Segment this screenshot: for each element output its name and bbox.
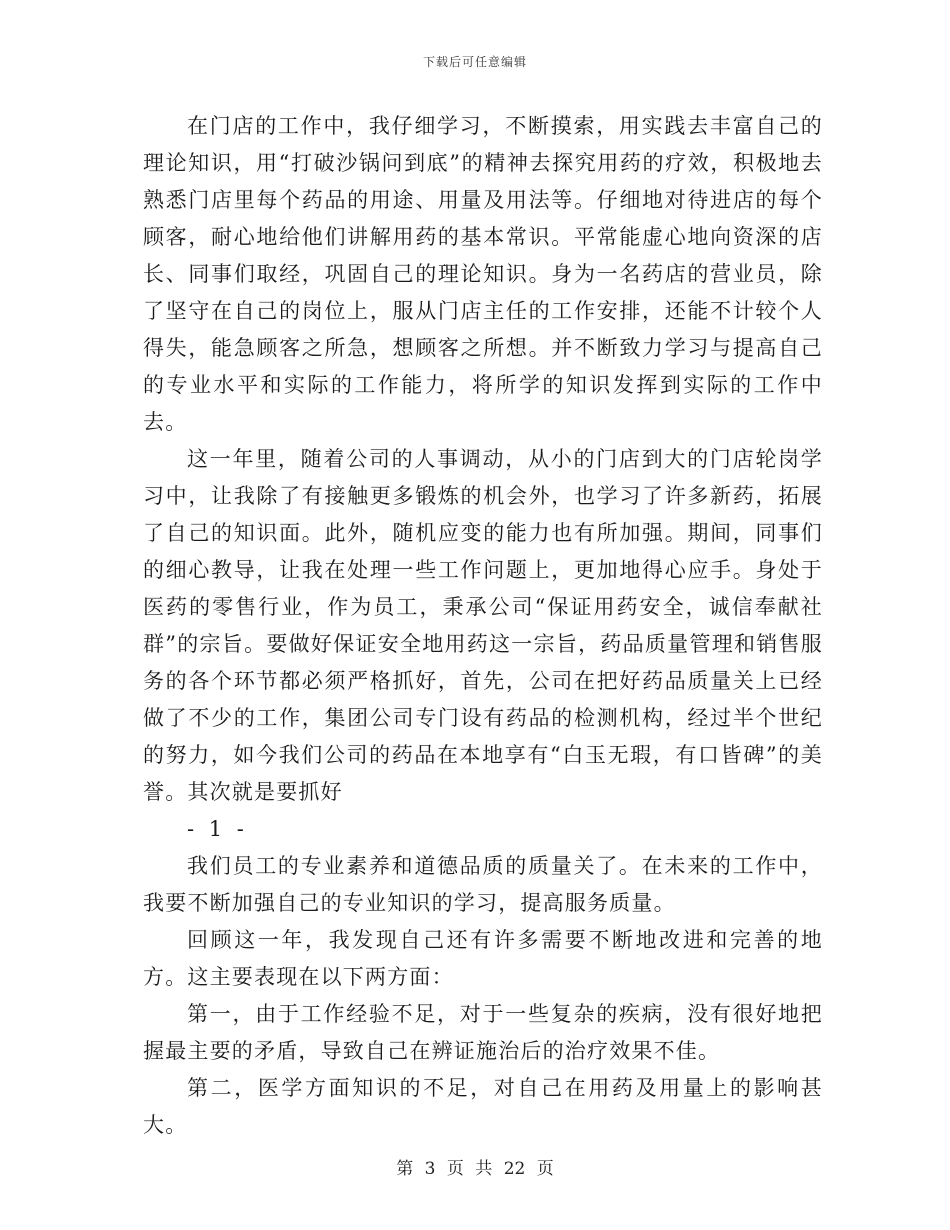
page-header: 下载后可任意编辑 xyxy=(422,55,527,69)
paragraph-point-one: 第一，由于工作经验不足，对于一些复杂的疾病，没有很好地把握最主要的矛盾，导致自己在辨证施治后的治疗效果不佳。 xyxy=(143,1002,823,1063)
page-footer: 第 3 页 共 22 页 xyxy=(396,1159,554,1179)
paragraph-point-two: 第二，医学方面知识的不足，对自己在用药及用量上的影响甚大。 xyxy=(143,1076,823,1137)
paragraph-store-work: 在门店的工作中，我仔细学习，不断摸索，用实践去丰富自己的理论知识，用“打破沙锅问到底”的精神去探究用药的疗效，积极地去熟悉门店里每个药品的用途、用量及用法等。仔细地对待进店的每个顾客，耐心地给他们讲解用药的基本常识。平常能虚心地向资深的店长、同事们取经，巩固自己的理论知识。身为一名药店的营业员，除了坚守在自己的岗位上，服从门店主任的工作安排，还能不计较个人得失，能急顾客之所急，想顾客之所想。并不断致力学习与提高自己的专业水平和实际的工作能力，将所学的知识发挥到实际的工作中去。 xyxy=(143,114,823,434)
inline-page-marker: - 1 - xyxy=(187,817,248,841)
document-body xyxy=(143,108,823,1144)
paragraph-review: 回顾这一年，我发现自己还有许多需要不断地改进和完善的地方。这主要表现在以下两方面： xyxy=(143,928,823,989)
paragraph-rotation-year: 这一年里，随着公司的人事调动，从小的门店到大的门店轮岗学习中，让我除了有接触更多锻炼的机会外，也学习了许多新药，拓展了自己的知识面。此外，随机应变的能力也有所加强。期间，同事们的细心教导，让我在处理一些工作问题上，更加地得心应手。身处于医药的零售行业，作为员工，秉承公司“保证用药安全，诚信奉献社群”的宗旨。要做好保证安全地用药这一宗旨，药品质量管理和销售服务的各个环节都必须严格抓好，首先，公司在把好药品质量关上已经做了不少的工作，集团公司专门设有药品的检测机构，经过半个世纪的努力，如今我们公司的药品在本地享有“白玉无瑕，有口皆碑”的美誉。其次就是要抓好 xyxy=(143,447,823,804)
paragraph-staff-quality: 我们员工的专业素养和道德品质的质量关了。在未来的工作中，我要不断加强自己的专业知识的学习，提高服务质量。 xyxy=(143,854,823,915)
